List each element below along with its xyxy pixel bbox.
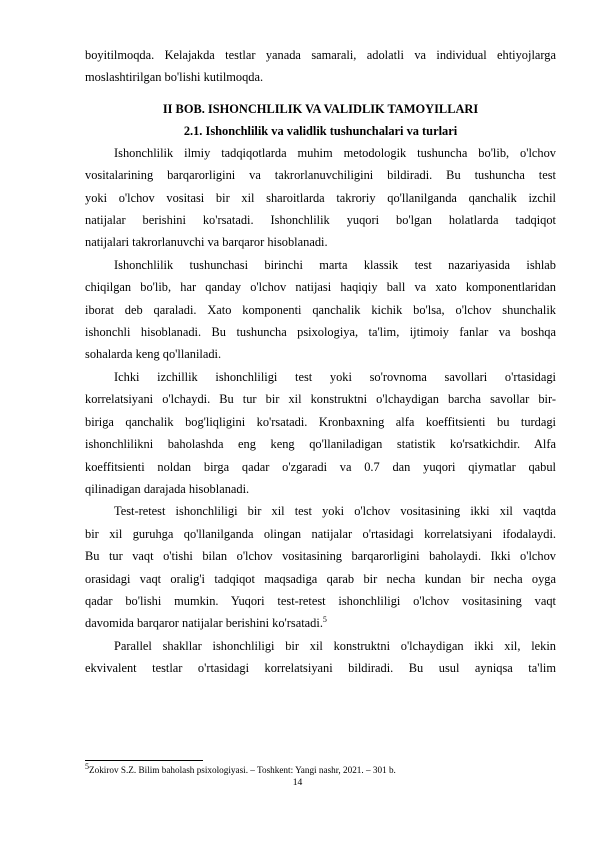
text-line: koeffitsienti noldan birga qadar o'zgaradi va 0.7 dan yuqori qiymatlar qabul (85, 459, 556, 474)
paragraph-classical-test-theory (85, 254, 556, 366)
text-line: iborat deb qaraladi. Xato komponenti qanchalik kichik bo'lsa, o'lchov shunchalik (85, 302, 556, 317)
text-line: Ishonchlilik tushunchasi birinchi marta klassik test nazariyasida ishlab (114, 257, 556, 272)
text-line: korrelatsiyani o'lchaydi. Bu tur bir xil konstruktni o'lchaydigan barcha savollar bir- (85, 392, 556, 407)
text-line (85, 612, 556, 634)
text-line: chiqilgan bo'lib, har qanday o'lchov natijasi haqiqiy ball va xato komponentlaridan (85, 280, 556, 295)
paragraph-parallel-forms (85, 635, 556, 680)
text-line: biriga qanchalik bog'liqligini ko'rsatadi. Kronbaxning alfa koeffitsienti bu turdagi (85, 414, 556, 429)
text-line: bir xil guruhga qo'llanilganda olingan natijalar o'rtasidagi korrelatsiyani ifodalaydi. (85, 526, 556, 541)
text-line: qilinadigan darajada hisoblanadi. (85, 481, 250, 496)
text-line: orasidagi vaqt oralig'i tadqiqot maqsadiga qarab bir necha kundan bir necha oyga (85, 571, 556, 586)
document-page (85, 44, 556, 680)
chapter-title: II BOB. ISHONCHLILIK VA VALIDLIK TAMOYILLARI (162, 101, 479, 116)
footnote-reference[interactable]: 5 (322, 615, 327, 625)
text-line: Ishonchlilik ilmiy tadqiqotlarda muhim metodologik tushuncha bo'lib, o'lchov (114, 145, 556, 160)
text-line: moslashtirilgan bo'lishi kutilmoqda. (85, 70, 264, 85)
paragraph-test-retest (85, 500, 556, 634)
intro-paragraph (85, 44, 556, 89)
text-line: ekvivalent testlar o'rtasidagi korrelatsiyani bildiradi. Bu usul ayniqsa ta'lim (85, 661, 556, 676)
footnote-divider (85, 760, 203, 761)
text-line-content: davomida barqaror natijalar berishini ko'rsatadi. (85, 616, 323, 631)
text-line: Parallel shakllar ishonchliligi bir xil konstruktni o'lchaydigan ikki xil, lekin (114, 638, 556, 653)
text-line: Test-retest ishonchliligi bir xil test yoki o'lchov vositasining ikki xil vaqtda (114, 504, 556, 519)
text-line: Bu tur vaqt o'tishi bilan o'lchov vositasining barqarorligini baholaydi. Ikki o'lchov (85, 549, 556, 564)
text-line: boyitilmoqda. Kelajakda testlar yanada samarali, adolatli va individual ehtiyojlarga (85, 48, 556, 62)
section-title: 2.1. Ishonchlilik va validlik tushunchalari va turlari (183, 123, 458, 138)
text-line: vositalarining barqarorligini va takrorlanuvchiligini bildiradi. Bu tushuncha test (85, 168, 556, 183)
text-line: sohalarda keng qo'llaniladi. (85, 347, 222, 362)
footnote-text: Zokirov S.Z. Bilim baholash psixologiyasi. – Toshkent: Yangi nashr, 2021. – 301 b. (89, 765, 396, 775)
text-line: qadar bo'lishi mumkin. Yuqori test-retest ishonchliligi o'lchov vositasining vaqt (85, 593, 556, 608)
footnote (85, 761, 396, 776)
text-line: natijalari takrorlanuvchi va barqaror hisoblanadi. (85, 235, 328, 250)
page-number: 14 (292, 777, 303, 788)
text-line: yoki o'lchov vositasi bir xil sharoitlarda takroriy qo'llanilganda qanchalik izchil (85, 190, 556, 205)
text-line: ishonchli hisoblanadi. Bu tushuncha psixologiya, ta'lim, ijtimoiy fanlar va boshqa (85, 325, 556, 340)
text-line: ishonchlilikni baholashda eng keng qo'llaniladigan statistik ko'rsatkichdir. Alfa (85, 437, 556, 452)
footnote-marker: 5 (85, 761, 89, 771)
paragraph-internal-consistency (85, 366, 556, 500)
text-line: natijalar berishini ko'rsatadi. Ishonchlilik yuqori bo'lgan holatlarda tadqiqot (85, 213, 556, 228)
text-line: Ichki izchillik ishonchliligi test yoki so'rovnoma savollari o'rtasidagi (114, 369, 556, 384)
paragraph-reliability-definition (85, 142, 556, 254)
